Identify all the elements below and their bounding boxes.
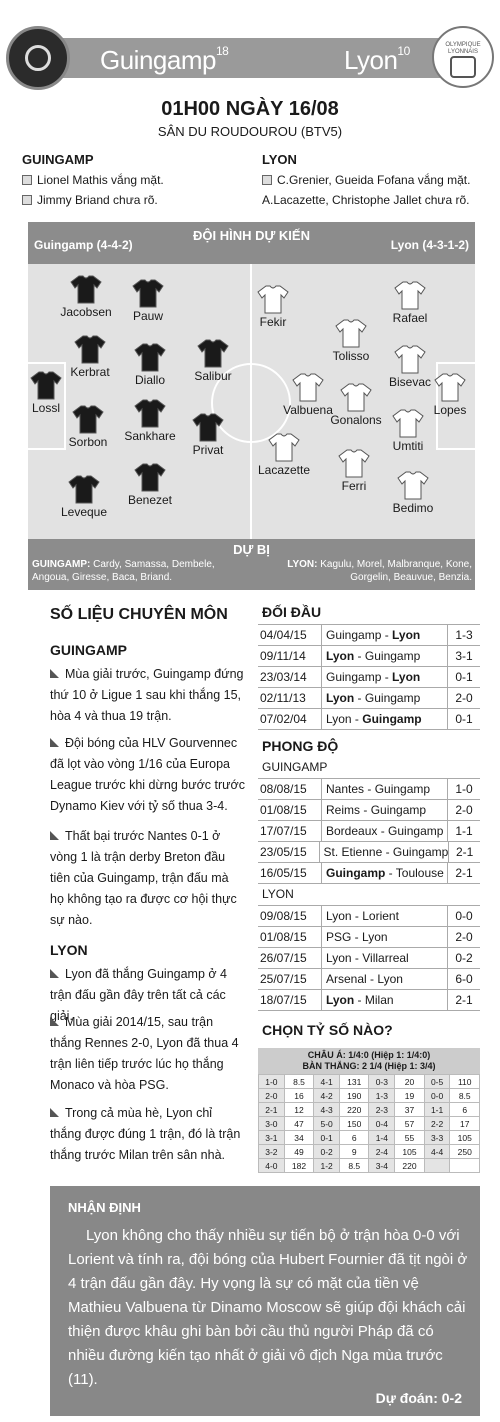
match-date: 17/07/15 xyxy=(258,821,322,841)
match-teams: Nantes - Guingamp xyxy=(322,779,448,799)
player-name: Pauw xyxy=(132,309,164,323)
match-teams: Lyon - Guingamp xyxy=(322,688,448,708)
match-score: 2-0 xyxy=(455,930,473,944)
away-stat-para: Mùa giải 2014/15, sau trận thắng Rennes 2-0, Lyon đã thua 4 trận liên tiếp trước lúc họ thắng Monaco và hòa PSG. xyxy=(50,1015,239,1092)
match-teams: Guingamp - Lyon xyxy=(322,625,448,645)
odds-value: 49 xyxy=(284,1145,313,1159)
match-teams: PSG - Lyon xyxy=(322,927,448,947)
away-news-label: LYON xyxy=(262,152,297,167)
match-row xyxy=(258,842,480,863)
odds-row xyxy=(259,1089,480,1103)
home-stats-label: GUINGAMP xyxy=(50,642,127,658)
shirt-icon xyxy=(134,462,166,492)
home-formation: Guingamp (4-4-2) xyxy=(34,238,133,252)
form-title: PHONG ĐỘ xyxy=(262,738,339,754)
lineup-pitch xyxy=(28,222,475,590)
home-team-name: Guingamp$^{18}$ xyxy=(100,44,229,75)
shirt-icon xyxy=(335,318,367,348)
odds-score: 4-4 xyxy=(424,1145,450,1159)
odds-score: 0-0 xyxy=(424,1089,450,1103)
shirt-icon xyxy=(257,284,289,314)
verdict-title: NHẬN ĐỊNH xyxy=(68,1200,141,1215)
h2h-table xyxy=(258,624,480,730)
bench-title: DỰ BỊ xyxy=(233,542,270,557)
stats-title: SỐ LIỆU CHUYÊN MÔN xyxy=(50,606,228,623)
odds-score: 0-2 xyxy=(314,1145,340,1159)
home-stat-para: Đội bóng của HLV Gourvennec đã lọt vào vòng 1/16 của Europa League trước khi dừng bước trước Dynamo Kiev với tỷ số thua 3-4. xyxy=(50,736,245,813)
match-venue: SÂN DU ROUDOUROU (BTV5) xyxy=(157,124,343,139)
player-name: Sorbon xyxy=(68,435,108,449)
odds-value: 190 xyxy=(340,1089,369,1103)
match-teams: Reims - Guingamp xyxy=(322,800,448,820)
home-stat-para: Thất bại trước Nantes 0-1 ở vòng 1 là trận derby Breton đầu tiên của Guingamp, trận đấu mà họ không tạo ra được cơ hội thực sự nào. xyxy=(50,829,237,927)
player-name: Gonalons xyxy=(330,413,382,427)
player-name: Ferri xyxy=(341,479,367,493)
match-time: 01H00 NGÀY 16/08 xyxy=(161,98,339,120)
odds-value: 37 xyxy=(395,1103,424,1117)
odds-score: 1-4 xyxy=(369,1131,395,1145)
odds-score: 4-2 xyxy=(314,1089,340,1103)
match-date: 08/08/15 xyxy=(258,779,322,799)
player-name: Bisevac xyxy=(388,375,432,389)
away-player xyxy=(233,284,313,329)
player-name: Rafael xyxy=(392,311,428,325)
match-score: 2-1 xyxy=(455,993,473,1007)
odds-value: 220 xyxy=(395,1159,424,1173)
verdict-body: Lyon không cho thấy nhiều sự tiến bộ ở trận hòa 0-0 với Lorient và tính ra, đội bóng của Hubert Fournier đã tịt ngòi ở 4 trận đấu gần đây. Hy vọng là sự có mặt của tiền vệ Mathieu Valbuena từ Dinamo Moscow sẽ giúp đội khách cải thiện được khâu ghi bàn bởi cầu thủ người Pháp đã có nhiều đường kiến tạo nhất ở giải vô địch Nga mùa trước (11). xyxy=(68,1227,468,1388)
shirt-icon xyxy=(192,412,224,442)
odds-value: 12 xyxy=(284,1103,313,1117)
player-name: Fekir xyxy=(259,315,287,329)
match-score: 0-1 xyxy=(455,670,473,684)
odds-score: 1-2 xyxy=(314,1159,340,1173)
odds-score: 2-4 xyxy=(369,1145,395,1159)
odds-value: 220 xyxy=(340,1103,369,1117)
form-home-table xyxy=(258,778,480,884)
shirt-icon xyxy=(68,474,100,504)
away-stat-para: Lyon đã thắng Guingamp ở 4 trận đấu gần đây trên tất cả các giải. xyxy=(50,967,228,1023)
match-teams: Bordeaux - Guingamp xyxy=(322,821,448,841)
player-name: Lopes xyxy=(433,403,467,417)
odds-value xyxy=(450,1159,480,1173)
match-row xyxy=(258,948,480,969)
match-date: 18/07/15 xyxy=(258,990,322,1010)
match-teams: Guingamp - Lyon xyxy=(322,667,448,687)
odds-score: 1-1 xyxy=(424,1103,450,1117)
away-news-note: A.Lacazette, Christophe Jallet chưa rõ. xyxy=(262,193,470,207)
shirt-icon xyxy=(30,370,62,400)
home-news-label: GUINGAMP xyxy=(22,152,94,167)
match-header xyxy=(0,0,500,90)
odds-score: 3-1 xyxy=(259,1131,285,1145)
odds-score: 2-1 xyxy=(259,1103,285,1117)
match-date: 26/07/15 xyxy=(258,948,322,968)
match-teams: Lyon - Guingamp xyxy=(322,646,448,666)
odds-value: 57 xyxy=(395,1117,424,1131)
match-date: 16/05/15 xyxy=(258,863,322,883)
bullet-icon xyxy=(50,831,59,840)
note-icon xyxy=(22,175,32,185)
odds-score: 3-2 xyxy=(259,1145,285,1159)
shirt-icon xyxy=(134,398,166,428)
away-formation: Lyon (4-3-1-2) xyxy=(390,238,469,252)
odds-value: 47 xyxy=(284,1117,313,1131)
odds-score: 0-3 xyxy=(369,1075,395,1089)
match-row xyxy=(258,646,480,667)
shirt-icon xyxy=(394,344,426,374)
odds-value: 131 xyxy=(340,1075,369,1089)
odds-row xyxy=(259,1159,480,1173)
match-date: 01/08/15 xyxy=(258,927,322,947)
odds-score: 4-1 xyxy=(314,1075,340,1089)
shirt-icon xyxy=(74,334,106,364)
player-name: Sankhare xyxy=(124,429,176,443)
odds-value: 20 xyxy=(395,1075,424,1089)
odds-value: 182 xyxy=(284,1159,313,1173)
home-player xyxy=(173,338,253,383)
match-score: 1-3 xyxy=(455,628,473,642)
odds-row xyxy=(259,1145,480,1159)
match-score: 0-1 xyxy=(455,712,473,726)
odds-score: 0-1 xyxy=(314,1131,340,1145)
odds-score: 3-3 xyxy=(424,1131,450,1145)
match-teams: Arsenal - Lyon xyxy=(322,969,448,989)
odds-score: 3-0 xyxy=(259,1117,285,1131)
player-name: Kerbrat xyxy=(70,365,110,379)
odds-title: CHỌN TỶ SỐ NÀO? xyxy=(262,1022,393,1038)
odds-score: 1-0 xyxy=(259,1075,285,1089)
match-date: 09/08/15 xyxy=(258,906,322,926)
odds-value: 8.5 xyxy=(284,1075,313,1089)
away-bench: LYON: Kagulu, Morel, Malbranque, Kone, Gorgelin, Beauvue, Benzia. xyxy=(287,559,472,583)
match-row xyxy=(258,800,480,821)
shirt-icon xyxy=(392,408,424,438)
match-score: 2-1 xyxy=(455,845,474,859)
player-name: Valbuena xyxy=(283,403,333,417)
odds-score: 3-4 xyxy=(369,1159,395,1173)
match-date: 02/11/13 xyxy=(258,688,322,708)
match-date: 07/02/04 xyxy=(258,709,322,729)
h2h-title: ĐỐI ĐẦU xyxy=(262,604,322,620)
odds-value: 105 xyxy=(450,1131,480,1145)
match-score: 0-2 xyxy=(455,951,473,965)
odds-value: 6 xyxy=(450,1103,480,1117)
match-row xyxy=(258,709,480,730)
player-name: Lacazette xyxy=(257,463,311,477)
form-away-table xyxy=(258,905,480,1011)
home-news-note: Jimmy Briand chưa rõ. xyxy=(22,192,158,208)
guingamp-logo-icon xyxy=(6,26,70,90)
odds-value: 34 xyxy=(284,1131,313,1145)
odds-score: 2-2 xyxy=(424,1117,450,1131)
home-player xyxy=(168,412,248,457)
match-score: 2-0 xyxy=(455,691,473,705)
player-name: Benezet xyxy=(127,493,173,507)
verdict-box xyxy=(50,1186,480,1416)
odds-score: 2-3 xyxy=(369,1103,395,1117)
match-date: 23/05/15 xyxy=(258,842,320,862)
away-player xyxy=(373,470,453,515)
home-player xyxy=(108,278,188,323)
form-home-label: GUINGAMP xyxy=(262,760,328,774)
home-bench: GUINGAMP: Cardy, Samassa, Dembele, Angoua, Giresse, Baca, Briand. xyxy=(32,559,215,583)
odds-value: 9 xyxy=(340,1145,369,1159)
odds-header: CHÂU Á: 1/4:0 (Hiệp 1: 1/4:0) BÀN THẮNG: 2 1/4 (Hiệp 1: 3/4) xyxy=(258,1048,480,1074)
match-date: 01/08/15 xyxy=(258,800,322,820)
player-name: Privat xyxy=(192,443,224,457)
match-score: 1-0 xyxy=(455,782,473,796)
match-row xyxy=(258,779,480,800)
player-name: Tolisso xyxy=(332,349,370,363)
home-player xyxy=(110,462,190,507)
note-icon xyxy=(262,175,272,185)
odds-score: 0-4 xyxy=(369,1117,395,1131)
match-score: 3-1 xyxy=(455,649,473,663)
odds-value: 16 xyxy=(284,1089,313,1103)
match-teams: Lyon - Guingamp xyxy=(322,709,448,729)
shirt-icon xyxy=(197,338,229,368)
odds-value: 17 xyxy=(450,1117,480,1131)
lineup-title: ĐỘI HÌNH DỰ KIẾN xyxy=(193,228,310,243)
odds-value: 8.5 xyxy=(450,1089,480,1103)
bullet-icon xyxy=(50,1017,59,1026)
odds-score xyxy=(424,1159,450,1173)
shirt-icon xyxy=(338,448,370,478)
shirt-icon xyxy=(268,432,300,462)
match-row xyxy=(258,863,480,884)
away-player xyxy=(368,408,448,453)
lyon-logo-icon: OLYMPIQUE LYONNAIS xyxy=(432,26,494,88)
match-date: 25/07/15 xyxy=(258,969,322,989)
odds-value: 6 xyxy=(340,1131,369,1145)
away-team-name: Lyon$^{10}$ xyxy=(344,44,410,75)
bullet-icon xyxy=(50,669,59,678)
odds-value: 8.5 xyxy=(340,1159,369,1173)
player-name: Leveque xyxy=(60,505,108,519)
bullet-icon xyxy=(50,738,59,747)
shirt-icon xyxy=(134,342,166,372)
player-name: Bedimo xyxy=(392,501,434,515)
odds-value: 110 xyxy=(450,1075,480,1089)
away-stats-label: LYON xyxy=(50,942,88,958)
match-row xyxy=(258,906,480,927)
match-row xyxy=(258,927,480,948)
shirt-icon xyxy=(70,274,102,304)
match-date: 09/11/14 xyxy=(258,646,322,666)
match-teams: Lyon - Villarreal xyxy=(322,948,448,968)
odds-score: 4-3 xyxy=(314,1103,340,1117)
odds-value: 105 xyxy=(395,1145,424,1159)
match-teams: Lyon - Lorient xyxy=(322,906,448,926)
match-score: 1-1 xyxy=(455,824,473,838)
match-teams: Lyon - Milan xyxy=(322,990,448,1010)
player-name: Jacobsen xyxy=(60,305,112,319)
odds-value: 250 xyxy=(450,1145,480,1159)
odds-row xyxy=(259,1117,480,1131)
match-score: 6-0 xyxy=(455,972,473,986)
odds-value: 55 xyxy=(395,1131,424,1145)
match-date: 04/04/15 xyxy=(258,625,322,645)
shirt-icon xyxy=(72,404,104,434)
match-score: 2-0 xyxy=(455,803,473,817)
odds-value: 19 xyxy=(395,1089,424,1103)
home-news-note: Lionel Mathis vắng mặt. xyxy=(22,172,164,188)
note-icon xyxy=(22,195,32,205)
match-teams: Guingamp - Toulouse xyxy=(322,863,448,883)
odds-score: 0-5 xyxy=(424,1075,450,1089)
shirt-icon xyxy=(397,470,429,500)
match-row xyxy=(258,625,480,646)
odds-value: 150 xyxy=(340,1117,369,1131)
player-name: Salibur xyxy=(194,369,232,383)
bullet-icon xyxy=(50,969,59,978)
match-row xyxy=(258,821,480,842)
away-stat-para: Trong cả mùa hè, Lyon chỉ thắng được đúng 1 trận, đó là trận thắng trước Milan trên sân nhà. xyxy=(50,1106,241,1162)
away-news-note: C.Grenier, Gueida Fofana vắng mặt. xyxy=(262,172,470,188)
player-name: Diallo xyxy=(134,373,165,387)
odds-table xyxy=(258,1048,480,1173)
odds-score: 2-0 xyxy=(259,1089,285,1103)
match-row xyxy=(258,667,480,688)
player-name: Umtiti xyxy=(392,439,424,453)
odds-row xyxy=(259,1103,480,1117)
away-rank: 10 xyxy=(397,44,410,58)
shirt-icon xyxy=(132,278,164,308)
verdict-prediction: Dự đoán: 0-2 xyxy=(375,1390,462,1406)
odds-row xyxy=(259,1131,480,1145)
shirt-icon xyxy=(394,280,426,310)
match-score: 0-0 xyxy=(455,909,473,923)
match-date: 23/03/14 xyxy=(258,667,322,687)
odds-score: 5-0 xyxy=(314,1117,340,1131)
away-player xyxy=(244,432,324,477)
match-row xyxy=(258,990,480,1011)
match-score: 2-1 xyxy=(455,866,473,880)
player-name: Lossl xyxy=(31,401,60,415)
match-row xyxy=(258,969,480,990)
bullet-icon xyxy=(50,1108,59,1117)
shirt-icon xyxy=(434,372,466,402)
match-teams: St. Etienne - Guingamp xyxy=(320,842,450,862)
form-away-label: LYON xyxy=(262,887,294,901)
odds-score: 1-3 xyxy=(369,1089,395,1103)
home-stat-para: Mùa giải trước, Guingamp đứng thứ 10 ở Ligue 1 sau khi thắng 15, hòa 4 và thua 19 trận. xyxy=(50,667,244,723)
home-rank: 18 xyxy=(215,44,229,58)
odds-row xyxy=(259,1075,480,1089)
match-row xyxy=(258,688,480,709)
odds-score: 4-0 xyxy=(259,1159,285,1173)
